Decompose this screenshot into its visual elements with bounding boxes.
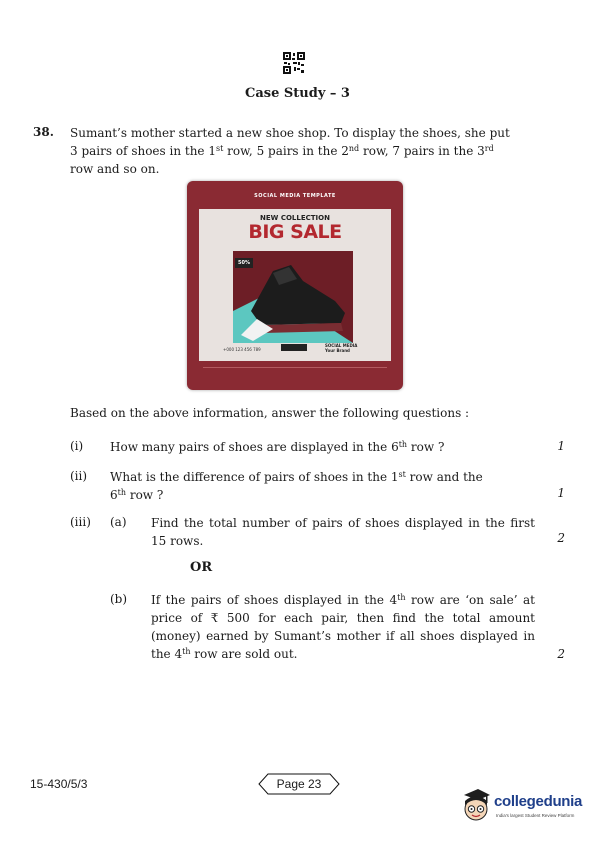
qr-code-icon xyxy=(283,52,305,74)
poster-tag: SOCIAL MEDIA TEMPLATE xyxy=(254,193,336,199)
shoe-sale-poster xyxy=(187,181,403,390)
collegedunia-mascot-icon xyxy=(460,787,492,825)
poster-social: SOCIAL MEDIA Your Brand xyxy=(325,343,358,353)
part-iii-label: (iii) xyxy=(70,515,91,529)
logo-tagline: India's largest Student Review Platform xyxy=(496,813,575,818)
poster-button xyxy=(281,344,307,351)
paper-code: 15-430/5/3 xyxy=(30,777,88,791)
part-iii-b-marks: 2 xyxy=(557,647,565,661)
page-title: Case Study – 3 xyxy=(245,86,350,101)
part-iii-a-marks: 2 xyxy=(557,531,565,545)
collegedunia-logo: collegedunia xyxy=(494,793,583,810)
part-iii-b-label: (b) xyxy=(110,592,128,606)
part-i-marks: 1 xyxy=(557,439,565,453)
poster-subheading: NEW COLLECTION xyxy=(260,214,330,222)
part-i-text: How many pairs of shoes are displayed in the 6th row ? xyxy=(110,440,445,454)
instructions: Based on the above information, answer the following questions : xyxy=(70,406,470,420)
question-stem: Sumant’s mother started a new shoe shop. To display the shoes, she put 3 pairs of shoes in the 1st row, 5 pairs in the 2nd row, 7 pairs in the 3rd row and so on. xyxy=(70,126,510,176)
question-number: 38. xyxy=(33,125,54,139)
poster-divider xyxy=(203,367,387,372)
part-ii-label: (ii) xyxy=(70,469,88,483)
part-i-label: (i) xyxy=(70,439,84,453)
part-iii-a-label: (a) xyxy=(110,515,127,529)
or-separator: OR xyxy=(190,560,213,575)
part-ii-text: What is the difference of pairs of shoes in the 1st row and the 6th row ? xyxy=(110,470,483,502)
page-number: Page 23 xyxy=(276,777,322,791)
poster-heading: BIG SALE xyxy=(248,221,342,243)
part-iii-a-text: Find the total number of pairs of shoes displayed in the first 15 rows. xyxy=(151,516,535,548)
part-ii-marks: 1 xyxy=(557,486,565,500)
part-iii-b-text: If the pairs of shoes displayed in the 4th row are ‘on sale’ at price of ₹ 500 for each pair, then find the total amount (money) earned by Sumant’s mother if all shoes displayed in the 4th row are sold out. xyxy=(151,593,536,661)
poster-phone: +000 123 456 789 xyxy=(223,347,261,352)
discount-badge: 50% xyxy=(235,258,253,268)
